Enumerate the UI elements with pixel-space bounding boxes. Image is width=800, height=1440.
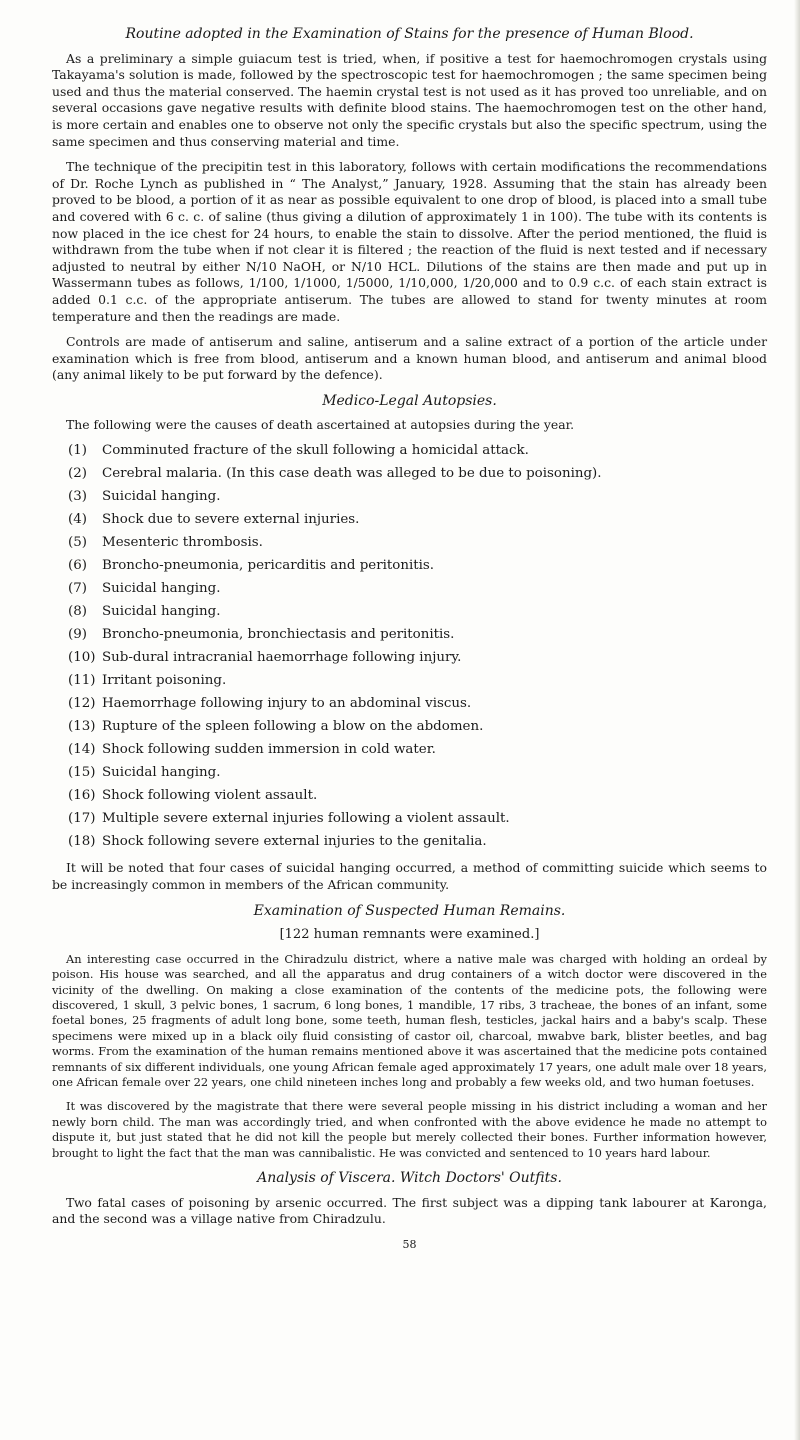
- cause-number: (9): [68, 626, 87, 642]
- cause-item: [68, 627, 767, 644]
- cause-text: Suicidal hanging.: [102, 489, 221, 505]
- cause-item: [68, 742, 767, 759]
- cause-text: Shock following violent assault.: [102, 787, 318, 803]
- autopsies-note: It will be noted that four cases of suicidal hanging occurred, a method of committing suicide which seems to be increasingly common in members of the African community.: [52, 860, 767, 892]
- cause-item: [68, 650, 767, 667]
- cause-text: Cerebral malaria. (In this case death was alleged to be due to poisoning).: [102, 466, 602, 482]
- autopsies-heading: Medico-Legal Autopsies.: [322, 392, 497, 409]
- cause-text: Suicidal hanging.: [102, 764, 221, 780]
- cause-text: Shock following severe external injuries to the genitalia.: [102, 833, 487, 849]
- cause-text: Shock following sudden immersion in cold water.: [102, 741, 436, 757]
- cause-item: [68, 834, 767, 851]
- cause-item: [68, 443, 767, 460]
- cause-text: Mesenteric thrombosis.: [102, 535, 263, 550]
- cause-item: [68, 719, 767, 736]
- cause-item: [68, 673, 767, 690]
- cause-text: Irritant poisoning.: [102, 672, 227, 688]
- viscera-paragraph-1: Two fatal cases of poisoning by arsenic occurred. The first subject was a dipping tank labourer at Karonga, and the second was a village native from Chiradzulu.: [52, 1194, 767, 1227]
- cause-item: [68, 696, 767, 713]
- cause-number: (5): [68, 535, 87, 550]
- page-number: 58: [402, 1237, 417, 1251]
- cause-text: Sub-dural intracranial haemorrhage following injury.: [102, 649, 462, 665]
- causes-list: [52, 443, 767, 850]
- page-edge-shadow: [794, 0, 800, 1440]
- remains-count-note: [122 human remnants were examined.]: [279, 927, 540, 943]
- routine-paragraph-1: As a preliminary a simple guiacum test is tried, when, if positive a test for haemochromogen crystals using Takayama's solution is made, followed by the spectroscopic test for haemochromogen ; the same specimen being used and thus the material conserved. The haemin crystal test is not used as it has proved too unreliable, and on several occasions gave negative results with definite blood stains. The haemochromogen test on the other hand, is more certain and enables one to observe not only the specific crystals but also the specific spectrum, using the same specimen and thus conserving material and time.: [52, 50, 767, 149]
- cause-text: Comminuted fracture of the skull following a homicidal attack.: [102, 443, 529, 459]
- cause-number: (10): [68, 649, 96, 665]
- cause-text: Suicidal hanging.: [102, 580, 221, 596]
- cause-number: (16): [68, 787, 96, 803]
- cause-number: (11): [68, 672, 96, 688]
- cause-number: (14): [68, 741, 96, 757]
- cause-text: Suicidal hanging.: [102, 603, 221, 619]
- cause-number: (1): [68, 443, 87, 459]
- routine-heading: Routine adopted in the Examination of Stains for the presence of Human Blood.: [125, 26, 694, 42]
- cause-number: (7): [68, 580, 87, 596]
- cause-item: [68, 489, 767, 506]
- cause-number: (12): [68, 695, 96, 711]
- cause-text: Broncho-pneumonia, pericarditis and peritonitis.: [102, 557, 435, 573]
- cause-text: Haemorrhage following injury to an abdominal viscus.: [102, 695, 472, 711]
- cause-item: [68, 788, 767, 805]
- cause-number: (2): [68, 466, 87, 482]
- cause-item: [68, 811, 767, 828]
- cause-number: (3): [68, 489, 87, 505]
- viscera-heading: Analysis of Viscera. Witch Doctors' Outfits.: [257, 1170, 562, 1187]
- cause-number: (18): [68, 833, 96, 849]
- cause-item: [68, 604, 767, 621]
- cause-text: Shock due to severe external injuries.: [102, 512, 360, 528]
- cause-number: (4): [68, 512, 87, 528]
- cause-number: (13): [68, 718, 96, 734]
- cause-text: Multiple severe external injuries following a violent assault.: [102, 810, 510, 826]
- routine-paragraph-3: Controls are made of antiserum and saline, antiserum and a saline extract of a portion of the article under examination which is free from blood, antiserum and a known human blood, and antiserum and animal blood (any animal likely to be put forward by the defence).: [52, 334, 767, 383]
- cause-number: (17): [68, 810, 96, 826]
- cause-item: [68, 535, 767, 552]
- cause-number: (15): [68, 764, 96, 780]
- cause-text: Rupture of the spleen following a blow on the abdomen.: [102, 718, 484, 734]
- document-page: [52, 26, 767, 1253]
- remains-heading: Examination of Suspected Human Remains.: [253, 902, 566, 919]
- cause-item: [68, 558, 767, 575]
- autopsies-intro: The following were the causes of death ascertained at autopsies during the year.: [66, 417, 575, 433]
- cause-number: (6): [68, 557, 87, 573]
- cause-item: [68, 765, 767, 782]
- routine-paragraph-2: The technique of the precipitin test in this laboratory, follows with certain modifications the recommendations of Dr. Roche Lynch as published in “ The Analyst,” January, 1928. Assuming that the stain has already been proved to be blood, a portion of it as near as possible equivalent to one drop of blood, is placed into a small tube and covered with 6 c. c. of saline (thus giving a dilution of approximately 1 in 100). The tube with its contents is now placed in the ice chest for 24 hours, to enable the stain to dissolve. After the period mentioned, the fluid is withdrawn from the tube when if not clear it is filtered ; the reaction of the fluid is next tested and if necessary adjusted to neutral by either N/10 NaOH, or N/10 HCL. Dilutions of the stains are then made and put up in Wassermann tubes as follows, 1/100, 1/1000, 1/5000, 1/10,000, 1/20,000 and to 0.9 c.c. of each stain extract is added 0.1 c.c. of the appropriate antiserum. The tubes are allowed to stand for twenty minutes at room temperature and then the readings are made.: [52, 159, 767, 324]
- remains-body: [52, 952, 767, 1161]
- remains-paragraph-2: It was discovered by the magistrate that there were several people missing in his district including a woman and her newly born child. The man was accordingly tried, and when confronted with the above evidence he made no attempt to dispute it, but just stated that he did not kill the people but merely collected their bones. Further information however, brought to light the fact that the man was cannibalistic. He was convicted and sentenced to 10 years hard labour.: [52, 1099, 767, 1160]
- cause-item: [68, 581, 767, 598]
- cause-text: Broncho-pneumonia, bronchiectasis and peritonitis.: [102, 626, 455, 642]
- remains-paragraph-1: An interesting case occurred in the Chiradzulu district, where a native male was charged with holding an ordeal by poison. His house was searched, and all the apparatus and drug containers of a witch doctor were discovered in the vicinity of the dwelling. On making a close examination of the contents of the medicine pots, the following were discovered, 1 skull, 3 pelvic bones, 1 sacrum, 6 long bones, 1 mandible, 17 ribs, 3 tracheae, the bones of an infant, some foetal bones, 25 fragments of adult long bone, some teeth, human flesh, testicles, jackal hairs and a baby's scalp. These specimens were mixed up in a black oily fluid consisting of castor oil, charcoal, mwabve bark, blister beetles, and bag worms. From the examination of the human remains mentioned above it was ascertained that the medicine pots contained remnants of six different individuals, one young African female aged approximately 17 years, one adult male over 18 years, one African female over 22 years, one child nineteen inches long and probably a few weeks old, and two human foetuses.: [52, 951, 767, 1090]
- cause-number: (8): [68, 603, 87, 619]
- cause-item: [68, 512, 767, 529]
- cause-item: [68, 466, 767, 483]
